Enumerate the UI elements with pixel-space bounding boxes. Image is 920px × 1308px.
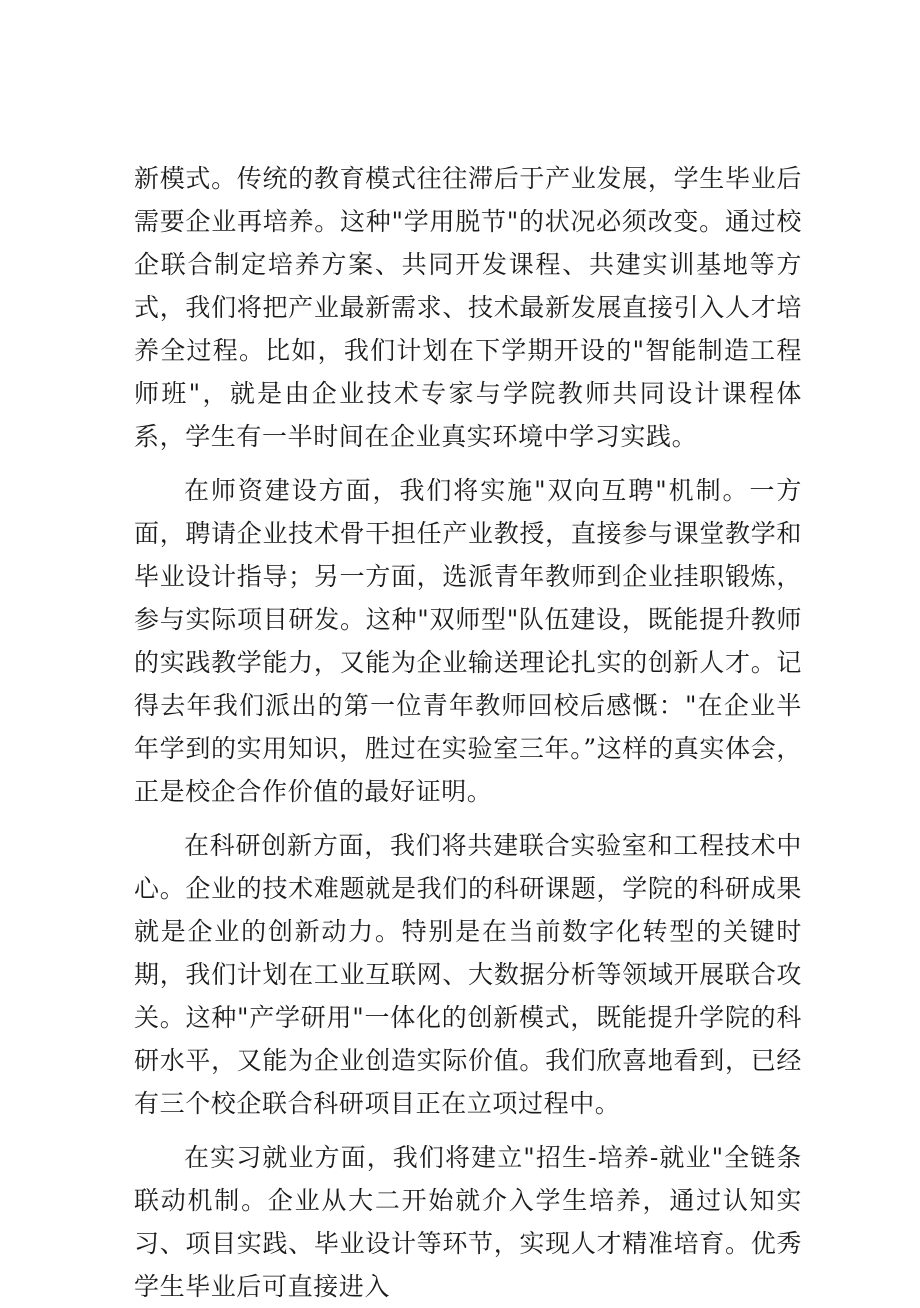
paragraph-gap (134, 1125, 802, 1136)
paragraph-gap (134, 458, 802, 469)
paragraph-research: 在科研创新方面，我们将共建联合实验室和工程技术中心。企业的技术难题就是我们的科研课题，学院的科研成果就是企业的创新动力。特别是在当前数字化转型的关键时期，我们计划在工业互联网、大数据分析等领域开展联合攻关。这种"产学研用"一体化的创新模式，既能提升学院的科研水平，又能为企业创造实际价值。我们欣喜地看到，已经有三个校企联合科研项目正在立项过程中。 (134, 831, 802, 1118)
paragraph-gap (134, 813, 802, 824)
document-body (134, 157, 802, 1308)
paragraph-internship: 在实习就业方面，我们将建立"招生-培养-就业"全链条联动机制。企业从大二开始就介入学生培养，通过认知实习、项目实践、毕业设计等环节，实现人才精准培育。优秀学生毕业后可直接进入 (134, 1143, 802, 1301)
paragraph-faculty: 在师资建设方面，我们将实施"双向互聘"机制。一方面，聘请企业技术骨干担任产业教授，直接参与课堂教学和毕业设计指导；另一方面，选派青年教师到企业挂职锻炼，参与实际项目研发。这种"双师型"队伍建设，既能提升教师的实践教学能力，又能为企业输送理论扎实的创新人才。记得去年我们派出的第一位青年教师回校后感慨："在企业半年学到的实用知识，胜过在实验室三年。”这样的真实体会，正是校企合作价值的最好证明。 (134, 476, 802, 806)
paragraph-continued: 新模式。传统的教育模式往往滞后于产业发展，学生毕业后需要企业再培养。这种"学用脱节"的状况必须改变。通过校企联合制定培养方案、共同开发课程、共建实训基地等方式，我们将把产业最新需求、技术最新发展直接引入人才培养全过程。比如，我们计划在下学期开设的"智能制造工程师班"，就是由企业技术专家与学院教师共同设计课程体系，学生有一半时间在企业真实环境中学习实践。 (134, 164, 802, 451)
